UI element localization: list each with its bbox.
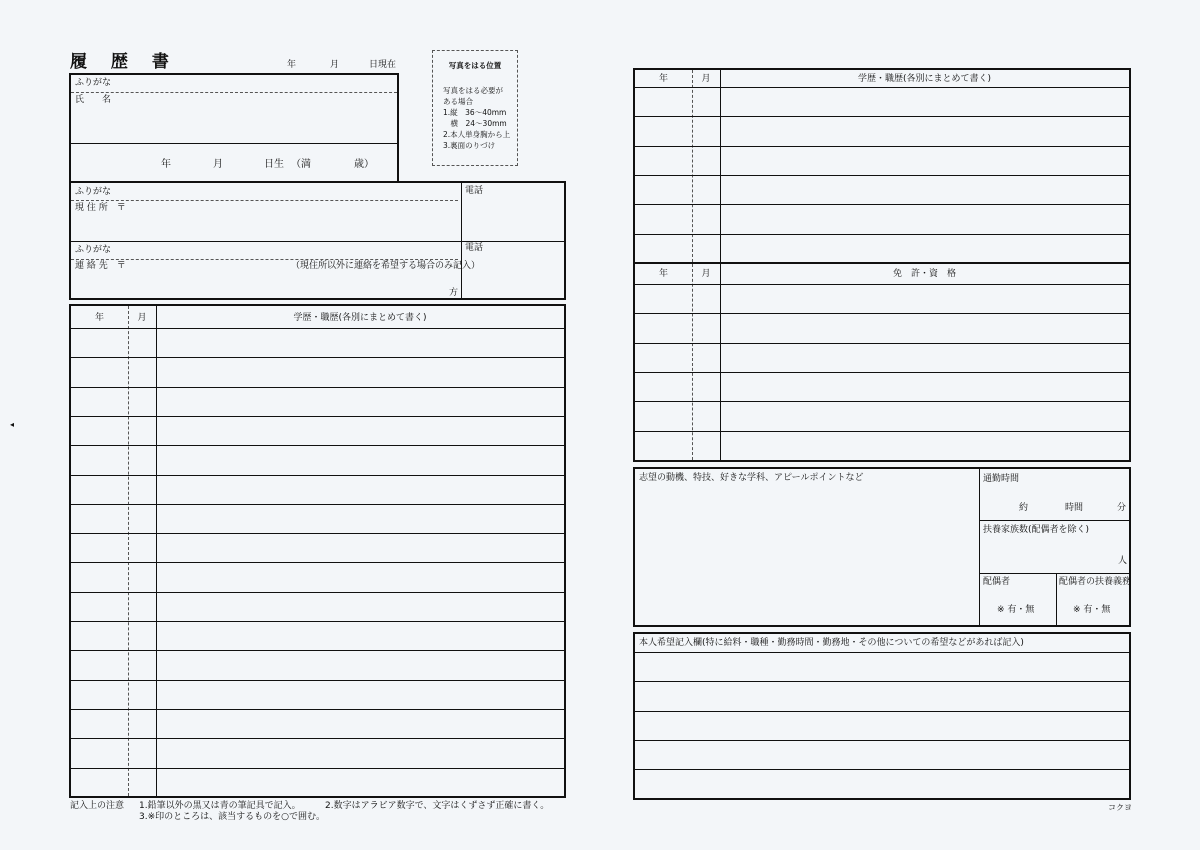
request-row[interactable]: [635, 770, 1129, 798]
table-row[interactable]: [71, 388, 564, 416]
dependents-unit: 人: [1118, 556, 1128, 566]
furigana-label: ふりがな: [75, 245, 112, 255]
requests-box: [633, 632, 1131, 800]
motivation-box: [633, 467, 1131, 627]
month-header: 月: [701, 74, 711, 84]
address-input[interactable]: [71, 201, 461, 241]
year-header: 年: [94, 313, 104, 323]
request-row[interactable]: [635, 712, 1129, 740]
commute-approx: 約: [1019, 503, 1029, 513]
phone-input[interactable]: [462, 255, 564, 298]
table-row[interactable]: [71, 534, 564, 562]
date-year-label: 年: [287, 60, 297, 70]
age-open-label: （満: [291, 159, 311, 170]
history-header: 学歴・職歴(各別にまとめて書く): [293, 313, 427, 323]
table-row[interactable]: [635, 88, 1129, 116]
commute-input[interactable]: [980, 485, 1129, 520]
birth-day-label: 日生: [264, 159, 284, 170]
motivation-label: 志望の動機、特技、好きな学科、アピールポイントなど: [639, 473, 864, 483]
notes-label: 記入上の注意: [70, 801, 125, 811]
history-table-left: [69, 304, 566, 798]
table-row[interactable]: [635, 285, 1129, 313]
license-table: [633, 262, 1131, 462]
table-row[interactable]: [71, 681, 564, 709]
phone-input[interactable]: [462, 197, 564, 241]
table-row[interactable]: [71, 710, 564, 738]
request-row[interactable]: [635, 682, 1129, 710]
spouse-support-label: 配偶者の扶養義務: [1059, 577, 1132, 587]
photo-line: 3.裏面のりづけ: [443, 141, 496, 150]
table-row[interactable]: [635, 176, 1129, 204]
commute-label: 通勤時間: [983, 474, 1020, 484]
birth-month-label: 月: [213, 159, 223, 170]
name-input[interactable]: [71, 93, 397, 143]
photo-line: 写真をはる必要が: [443, 86, 503, 95]
request-row[interactable]: [635, 653, 1129, 681]
history-header: 学歴・職歴(各別にまとめて書く): [857, 74, 992, 84]
commute-minutes: 分: [1117, 503, 1127, 513]
table-row[interactable]: [71, 622, 564, 650]
contact-label: 連 絡 先 〒: [75, 261, 126, 271]
spouse-label: 配偶者: [983, 577, 1011, 587]
table-row[interactable]: [635, 117, 1129, 145]
contact-suffix: 方: [449, 288, 459, 298]
photo-title: 写真をはる位置: [448, 61, 502, 70]
table-row[interactable]: [635, 205, 1129, 233]
dependents-input[interactable]: [980, 536, 1129, 573]
date-day-label: 日現在: [369, 60, 397, 70]
table-row[interactable]: [635, 314, 1129, 342]
commute-hours: 時間: [1065, 503, 1084, 513]
page-marker: ◂: [10, 420, 15, 429]
table-row[interactable]: [635, 147, 1129, 175]
age-close-label: 歳）: [354, 159, 374, 170]
photo-line: 横 24〜30mm: [443, 119, 507, 128]
page-title: 履 歴 書: [70, 52, 178, 72]
table-row[interactable]: [635, 373, 1129, 401]
contact-note: （現住所以外に連絡を希望する場合のみ記入）: [291, 261, 481, 271]
contact-input[interactable]: [71, 260, 461, 298]
table-row[interactable]: [71, 358, 564, 386]
address-label: 現 住 所 〒: [75, 203, 126, 213]
photo-area[interactable]: [432, 50, 518, 166]
photo-line: ある場合: [443, 97, 473, 106]
note-item: 3.※印のところは、該当するものを○で囲む。: [139, 812, 325, 822]
year-header: 年: [658, 269, 668, 279]
table-row[interactable]: [71, 417, 564, 445]
license-header: 免 許・資 格: [892, 269, 956, 279]
furigana-label: ふりがな: [75, 187, 112, 197]
photo-line: 1.縦 36〜40mm: [443, 108, 507, 117]
table-row[interactable]: [635, 344, 1129, 372]
table-row[interactable]: [71, 505, 564, 533]
table-row[interactable]: [71, 329, 564, 357]
year-header: 年: [658, 74, 668, 84]
table-row[interactable]: [635, 402, 1129, 430]
history-table-right: [633, 68, 1131, 264]
table-row[interactable]: [71, 446, 564, 474]
phone-label: 電話: [465, 186, 484, 196]
note-item: 2.数字はアラビア数字で、文字はくずさず正確に書く。: [325, 801, 550, 811]
name-label: 氏 名: [75, 95, 112, 105]
spouse-value[interactable]: ※ 有・無: [997, 605, 1035, 615]
brand-label: コクヨ: [1108, 803, 1132, 812]
address-box: [69, 181, 566, 300]
birth-year-label: 年: [161, 159, 171, 170]
table-row[interactable]: [71, 651, 564, 679]
note-item: 1.鉛筆以外の黒又は青の筆記具で記入。: [139, 801, 301, 811]
table-row[interactable]: [71, 476, 564, 504]
spouse-support-value[interactable]: ※ 有・無: [1073, 605, 1111, 615]
phone-label: 電話: [465, 243, 484, 253]
motivation-input[interactable]: [635, 485, 979, 625]
month-header: 月: [701, 269, 711, 279]
table-row[interactable]: [71, 769, 564, 797]
dependents-label: 扶養家族数(配偶者を除く): [983, 525, 1090, 535]
table-row[interactable]: [71, 593, 564, 621]
table-row[interactable]: [71, 739, 564, 767]
furigana-label: ふりがな: [75, 78, 112, 88]
table-row[interactable]: [71, 563, 564, 591]
table-row[interactable]: [635, 432, 1129, 460]
request-row[interactable]: [635, 741, 1129, 769]
photo-line: 2.本人単身胸から上: [443, 130, 511, 139]
table-row[interactable]: [635, 235, 1129, 263]
requests-label: 本人希望記入欄(特に給料・職種・勤務時間・勤務地・その他についての希望などがあれば記入): [639, 638, 1024, 648]
month-header: 月: [137, 313, 147, 323]
name-box: [69, 73, 399, 183]
date-month-label: 月: [330, 60, 340, 70]
